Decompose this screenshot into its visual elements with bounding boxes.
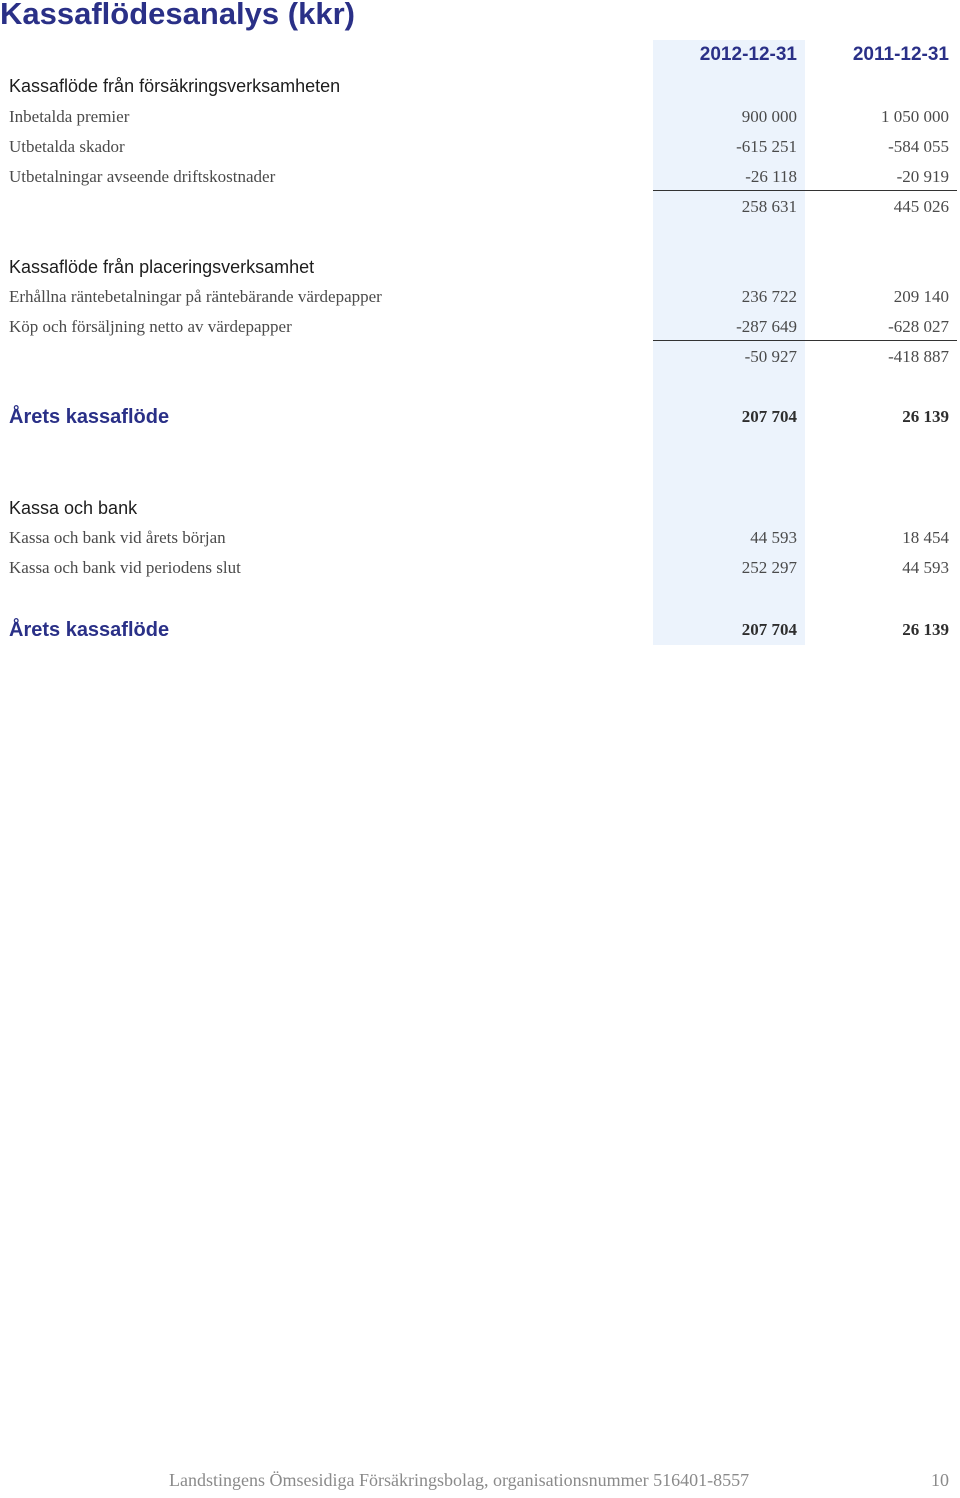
total-row-cashflow bbox=[0, 402, 960, 432]
total-value-2012: 207 704 bbox=[741, 407, 797, 426]
table-row bbox=[0, 282, 960, 312]
page-number: 10 bbox=[931, 1470, 949, 1490]
row-value-2011: 18 454 bbox=[902, 528, 949, 547]
subtotal-value-2011: -418 887 bbox=[888, 347, 949, 366]
section-heading-insurance bbox=[0, 71, 960, 101]
page-footer bbox=[0, 1470, 960, 1498]
subtotal-rule bbox=[653, 190, 957, 191]
section-heading-label: Kassaflöde från placeringsverksamhet bbox=[9, 257, 315, 277]
row-value-2011: -584 055 bbox=[888, 137, 949, 156]
row-value-2012: 252 297 bbox=[741, 558, 797, 577]
section-heading-label: Kassa och bank bbox=[9, 498, 138, 518]
column-header-2012: 2012-12-31 bbox=[699, 44, 797, 65]
row-label: Köp och försäljning netto av värdepapper bbox=[9, 317, 292, 336]
table-row bbox=[0, 553, 960, 583]
row-value-2011: 209 140 bbox=[893, 287, 949, 306]
subtotal-rule bbox=[653, 340, 957, 341]
total-value-2011: 26 139 bbox=[902, 620, 949, 639]
column-header-2011: 2011-12-31 bbox=[852, 44, 949, 65]
subtotal-row bbox=[0, 192, 960, 222]
footer-organization: Landstingens Ömsesidiga Försäkringsbolag, organisationsnummer 516401-8557 bbox=[169, 1470, 750, 1490]
table-row bbox=[0, 523, 960, 553]
row-value-2012: 236 722 bbox=[741, 287, 797, 306]
row-value-2011: 44 593 bbox=[902, 558, 949, 577]
total-label: Årets kassaflöde bbox=[9, 619, 170, 641]
table-row bbox=[0, 132, 960, 162]
row-label: Kassa och bank vid periodens slut bbox=[9, 558, 241, 577]
total-value-2011: 26 139 bbox=[902, 407, 949, 426]
section-heading-label: Kassaflöde från försäkringsverksamheten bbox=[9, 76, 341, 96]
total-label: Årets kassaflöde bbox=[9, 406, 170, 428]
subtotal-value-2012: 258 631 bbox=[741, 197, 797, 216]
row-label: Kassa och bank vid årets början bbox=[9, 528, 226, 547]
row-value-2012: 44 593 bbox=[750, 528, 797, 547]
section-heading-investment bbox=[0, 252, 960, 282]
column-header-row bbox=[0, 40, 960, 70]
table-row bbox=[0, 162, 960, 192]
row-value-2012: -26 118 bbox=[745, 167, 797, 186]
subtotal-value-2012: -50 927 bbox=[744, 347, 797, 366]
row-label: Utbetalningar avseende driftskostnader bbox=[9, 167, 276, 186]
table-row bbox=[0, 312, 960, 342]
row-label: Utbetalda skador bbox=[9, 137, 125, 156]
row-value-2012: -287 649 bbox=[736, 317, 797, 336]
table-row bbox=[0, 102, 960, 132]
total-row-cash bbox=[0, 615, 960, 645]
subtotal-row bbox=[0, 342, 960, 372]
page-title: Kassaflödesanalys (kkr) bbox=[0, 0, 355, 31]
row-value-2012: 900 000 bbox=[741, 107, 797, 126]
row-value-2012: -615 251 bbox=[736, 137, 797, 156]
section-heading-cash bbox=[0, 493, 960, 523]
row-label: Inbetalda premier bbox=[9, 107, 130, 126]
row-label: Erhållna räntebetalningar på räntebärande värdepapper bbox=[9, 287, 382, 306]
row-value-2011: -628 027 bbox=[888, 317, 949, 336]
total-value-2012: 207 704 bbox=[741, 620, 797, 639]
row-value-2011: -20 919 bbox=[896, 167, 949, 186]
subtotal-value-2011: 445 026 bbox=[893, 197, 949, 216]
row-value-2011: 1 050 000 bbox=[881, 107, 949, 126]
